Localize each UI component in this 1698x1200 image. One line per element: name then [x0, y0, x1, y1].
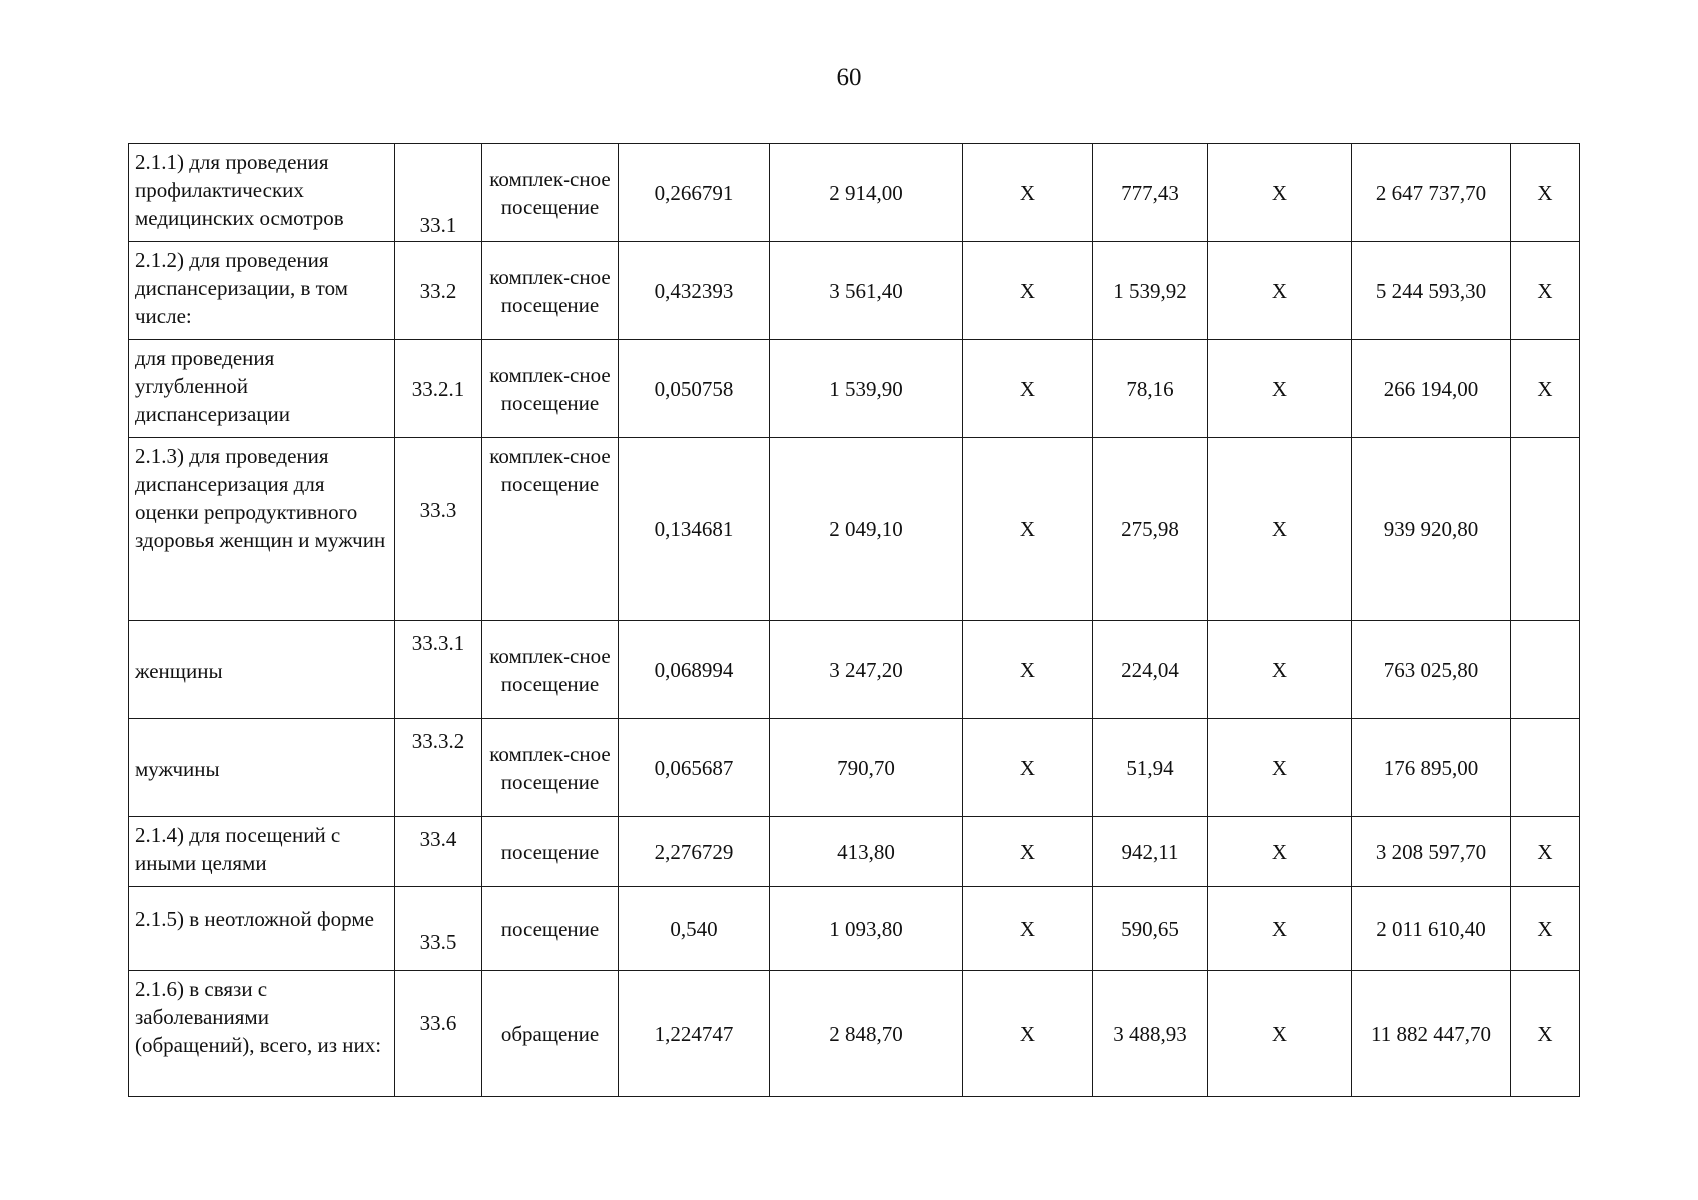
cost-cell: 2 049,10 [770, 438, 963, 621]
cost-cell: 1 539,90 [770, 340, 963, 438]
x-mark-cell: Х [1511, 242, 1580, 340]
volume-cell: 0,266791 [619, 144, 770, 242]
total-cell: 176 895,00 [1352, 719, 1511, 817]
x-mark-cell: Х [963, 242, 1093, 340]
row-code-cell: 33.3.2 [395, 719, 482, 817]
page-number: 60 [836, 64, 862, 91]
unit-cell: комплек-сное посещение [482, 340, 619, 438]
x-mark-cell: Х [1511, 971, 1580, 1097]
unit-cell: комплек-сное посещение [482, 242, 619, 340]
cost-cell: 3 561,40 [770, 242, 963, 340]
service-name-cell: 2.1.4) для посещений с иными целями [129, 817, 395, 887]
table-row [129, 621, 1580, 719]
table-row [129, 438, 1580, 621]
unit-cell: комплек-сное посещение [482, 144, 619, 242]
x-mark-cell: Х [963, 719, 1093, 817]
per-capita-cell: 1 539,92 [1093, 242, 1208, 340]
volume-cell: 0,134681 [619, 438, 770, 621]
service-name-cell: 2.1.6) в связи с заболеваниями (обращений), всего, из них: [129, 971, 395, 1097]
service-name-cell: мужчины [129, 719, 395, 817]
volume-cell: 1,224747 [619, 971, 770, 1097]
total-cell: 3 208 597,70 [1352, 817, 1511, 887]
table-row [129, 887, 1580, 971]
row-code-cell: 33.1 [395, 144, 482, 242]
per-capita-cell: 590,65 [1093, 887, 1208, 971]
volume-cell: 0,068994 [619, 621, 770, 719]
cost-cell: 2 848,70 [770, 971, 963, 1097]
x-mark-cell: Х [963, 887, 1093, 971]
x-mark-cell: Х [963, 144, 1093, 242]
x-mark-cell: Х [963, 621, 1093, 719]
service-name-cell: женщины [129, 621, 395, 719]
x-mark-cell: Х [1208, 817, 1352, 887]
cost-cell: 2 914,00 [770, 144, 963, 242]
service-name-cell: 2.1.5) в неотложной форме [129, 887, 395, 971]
volume-cell: 0,065687 [619, 719, 770, 817]
total-cell: 266 194,00 [1352, 340, 1511, 438]
service-name-cell: для проведения углубленной диспансеризации [129, 340, 395, 438]
x-mark-cell [1511, 719, 1580, 817]
per-capita-cell: 224,04 [1093, 621, 1208, 719]
x-mark-cell: Х [1208, 438, 1352, 621]
per-capita-cell: 942,11 [1093, 817, 1208, 887]
x-mark-cell: Х [963, 438, 1093, 621]
row-code-cell: 33.2.1 [395, 340, 482, 438]
x-mark-cell: Х [1208, 719, 1352, 817]
unit-cell: комплек-сное посещение [482, 719, 619, 817]
row-code-cell: 33.3 [395, 438, 482, 621]
total-cell: 11 882 447,70 [1352, 971, 1511, 1097]
total-cell: 5 244 593,30 [1352, 242, 1511, 340]
table-row [129, 817, 1580, 887]
table-row [129, 144, 1580, 242]
per-capita-cell: 51,94 [1093, 719, 1208, 817]
per-capita-cell: 78,16 [1093, 340, 1208, 438]
service-name-cell: 2.1.3) для проведения диспансеризация для оценки репродуктивного здоровья женщин и мужчин [129, 438, 395, 621]
cost-cell: 413,80 [770, 817, 963, 887]
total-cell: 2 011 610,40 [1352, 887, 1511, 971]
volume-cell: 0,540 [619, 887, 770, 971]
unit-cell: посещение [482, 887, 619, 971]
x-mark-cell: Х [963, 971, 1093, 1097]
row-code-cell: 33.5 [395, 887, 482, 971]
table-row [129, 719, 1580, 817]
per-capita-cell: 3 488,93 [1093, 971, 1208, 1097]
volume-cell: 0,432393 [619, 242, 770, 340]
x-mark-cell: Х [1511, 144, 1580, 242]
x-mark-cell: Х [1208, 144, 1352, 242]
per-capita-cell: 777,43 [1093, 144, 1208, 242]
x-mark-cell: Х [963, 340, 1093, 438]
cost-cell: 3 247,20 [770, 621, 963, 719]
volume-cell: 2,276729 [619, 817, 770, 887]
x-mark-cell: Х [963, 817, 1093, 887]
total-cell: 2 647 737,70 [1352, 144, 1511, 242]
service-name-cell: 2.1.1) для проведения профилактических медицинских осмотров [129, 144, 395, 242]
cost-cell: 1 093,80 [770, 887, 963, 971]
x-mark-cell: Х [1208, 621, 1352, 719]
per-capita-cell: 275,98 [1093, 438, 1208, 621]
service-name-cell: 2.1.2) для проведения диспансеризации, в том числе: [129, 242, 395, 340]
x-mark-cell: Х [1208, 340, 1352, 438]
unit-cell: посещение [482, 817, 619, 887]
total-cell: 763 025,80 [1352, 621, 1511, 719]
x-mark-cell [1511, 438, 1580, 621]
volume-cell: 0,050758 [619, 340, 770, 438]
row-code-cell: 33.2 [395, 242, 482, 340]
x-mark-cell: Х [1208, 887, 1352, 971]
unit-cell: комплек-сное посещение [482, 621, 619, 719]
table-row [129, 971, 1580, 1097]
table-row [129, 242, 1580, 340]
table-row [129, 340, 1580, 438]
total-cell: 939 920,80 [1352, 438, 1511, 621]
x-mark-cell: Х [1511, 817, 1580, 887]
row-code-cell: 33.6 [395, 971, 482, 1097]
row-code-cell: 33.4 [395, 817, 482, 887]
x-mark-cell: Х [1511, 887, 1580, 971]
x-mark-cell [1511, 621, 1580, 719]
x-mark-cell: Х [1208, 971, 1352, 1097]
x-mark-cell: Х [1511, 340, 1580, 438]
unit-cell: обращение [482, 971, 619, 1097]
row-code-cell: 33.3.1 [395, 621, 482, 719]
x-mark-cell: Х [1208, 242, 1352, 340]
cost-cell: 790,70 [770, 719, 963, 817]
financing-table [128, 143, 1580, 1097]
unit-cell: комплек-сное посещение [482, 438, 619, 621]
